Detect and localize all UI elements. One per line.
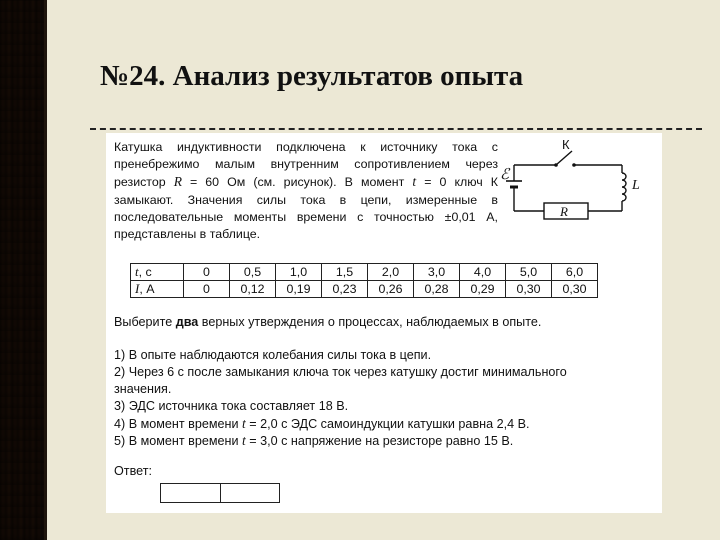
problem-document: [106, 133, 662, 513]
table-cell: 1,0: [276, 264, 322, 281]
problem-statement: [114, 139, 498, 243]
decorative-side-strip: [0, 0, 44, 540]
table-cell: 0,12: [230, 281, 276, 298]
option-5-var: t: [242, 433, 246, 448]
prompt-bold: два: [175, 315, 199, 329]
table-cell: 5,0: [506, 264, 552, 281]
option-3: 3) ЭДС источника тока составляет 18 В.: [114, 399, 349, 413]
table-row: [131, 264, 598, 281]
option-4-var: t: [242, 416, 246, 431]
table-cell: 0: [184, 264, 230, 281]
table-cell: 0,29: [460, 281, 506, 298]
current-header-cell: [131, 281, 184, 298]
time-variable: t: [412, 174, 417, 190]
option-5: [114, 432, 513, 450]
option-2-continued: значения.: [114, 382, 172, 396]
slide-title: №24. Анализ результатов опыта: [100, 60, 524, 92]
prompt-before: Выберите: [114, 315, 176, 329]
time-header-var: t: [135, 264, 139, 279]
current-measurements-table: [130, 263, 598, 298]
answer-cell-2[interactable]: [220, 484, 280, 502]
table-cell: 4,0: [460, 264, 506, 281]
question-prompt: [114, 314, 541, 331]
option-2: 2) Через 6 с после замыкания ключа ток через катушку достиг минимального: [114, 365, 567, 379]
current-header-var: I: [135, 281, 140, 296]
circuit-diagram: [500, 137, 654, 229]
title-divider: [90, 128, 702, 130]
statement-part-2: = 60 Ом (см. рисунок). В момент: [181, 175, 413, 190]
time-header-cell: [131, 264, 184, 281]
prompt-after: верных утверждения о процессах, наблюдаемых в опыте.: [198, 315, 542, 329]
answer-cell-1[interactable]: [161, 484, 220, 502]
option-4-before: 4) В момент времени: [114, 417, 242, 431]
answer-box[interactable]: [160, 483, 280, 503]
statement-part-1: Катушка индуктивности подключена к источнику тока с пренебрежимо малым внутренним сопротивлением через резистор: [114, 140, 498, 190]
current-header-unit: , А: [139, 282, 155, 296]
table-cell: 0,23: [322, 281, 368, 298]
statement-part-3: = 0 ключ К замыкают. Значения силы тока в цепи, измеренные в последовательные моменты времени с точностью ±0,01 А, представлены в таблице.: [114, 175, 498, 242]
option-5-before: 5) В момент времени: [114, 434, 242, 448]
table-cell: 0,30: [506, 281, 552, 298]
option-4: [114, 415, 530, 433]
table-cell: 0,30: [552, 281, 598, 298]
table-cell: 3,0: [414, 264, 460, 281]
table-cell: 0,26: [368, 281, 414, 298]
inductor-label: L: [632, 178, 640, 193]
table-cell: 0: [184, 281, 230, 298]
table-cell: 0,5: [230, 264, 276, 281]
time-header-unit: , с: [138, 265, 152, 279]
table-cell: 0,19: [276, 281, 322, 298]
table-cell: 2,0: [368, 264, 414, 281]
emf-label: ℰ: [500, 167, 510, 183]
table-cell: 1,5: [322, 264, 368, 281]
table-cell: 0,28: [414, 281, 460, 298]
key-label: К: [562, 137, 570, 152]
table-row: [131, 281, 598, 298]
answer-label: Ответ:: [114, 464, 152, 478]
table-cell: 6,0: [552, 264, 598, 281]
option-1: 1) В опыте наблюдаются колебания силы тока в цепи.: [114, 348, 432, 362]
resistor-variable: R: [173, 174, 182, 190]
option-5-after: = 3,0 с напряжение на резисторе равно 15 В.: [245, 434, 514, 448]
resistor-label: R: [560, 204, 568, 219]
option-4-after: = 2,0 с ЭДС самоиндукции катушки равна 2,4 В.: [245, 417, 530, 431]
